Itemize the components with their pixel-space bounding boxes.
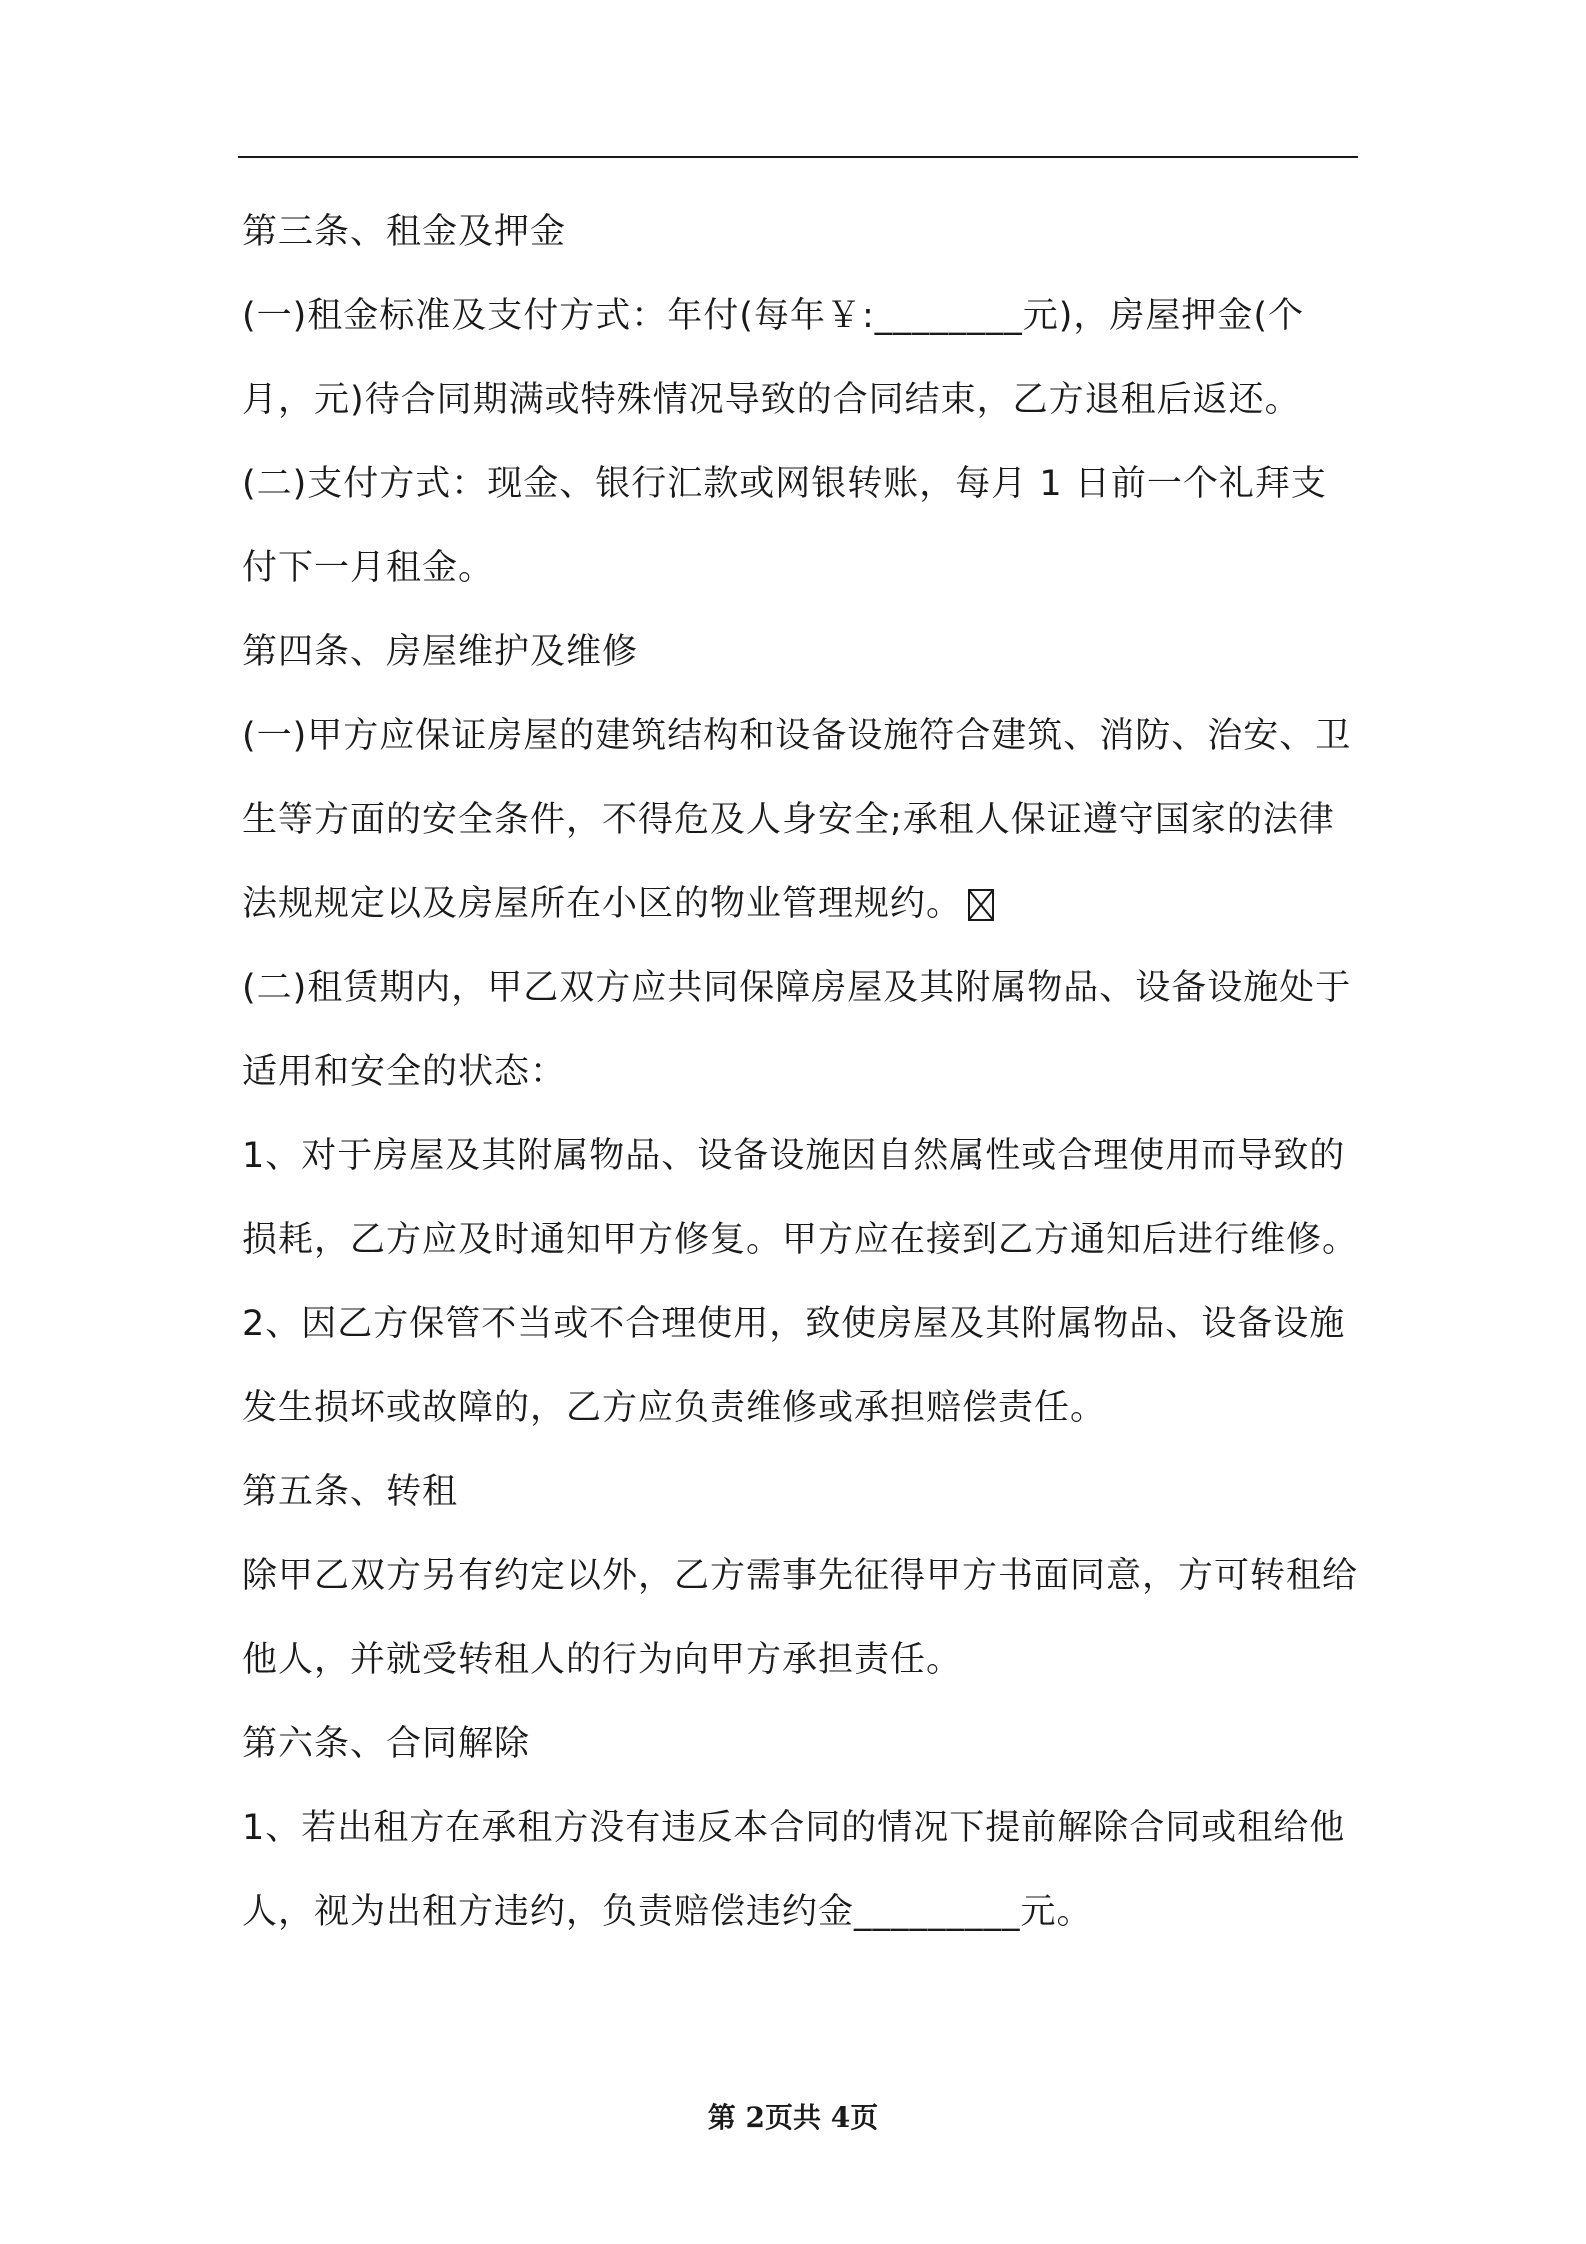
paragraph-safety-text: (一)甲方应保证房屋的建筑结构和设备设施符合建筑、消防、治安、卫生等方面的安全条件，不得危及人身安全;承租人保证遵守国家的法律法规规定以及房屋所在小区的物业管理规约。	[242, 716, 1352, 924]
paragraph-improper-use: 2、因乙方保管不当或不合理使用，致使房屋及其附属物品、设备设施发生损坏或故障的，乙方应负责维修或承担赔偿责任。	[242, 1304, 1346, 1428]
section-heading-6: 第六条、合同解除	[242, 1724, 531, 1764]
paragraph-safety-conditions	[242, 694, 1358, 946]
paragraph-joint-maintenance: (二)租赁期内，甲乙双方应共同保障房屋及其附属物品、设备设施处于适用和安全的状态：	[242, 968, 1352, 1092]
paragraph-rent-standard: (一)租金标准及支付方式：年付(每年￥:________元)，房屋押金(个月，元)待合同期满或特殊情况导致的合同结束，乙方退租后返还。	[242, 296, 1305, 420]
page-number-footer: 第 2页共 4页	[707, 2101, 879, 2134]
document-body	[242, 190, 1358, 1954]
paragraph-payment-method: (二)支付方式：现金、银行汇款或网银转账，每月 1 日前一个礼拜支付下一月租金。	[242, 464, 1327, 588]
paragraph-sublease: 除甲乙双方另有约定以外，乙方需事先征得甲方书面同意，方可转租给他人，并就受转租人的行为向甲方承担责任。	[242, 1556, 1359, 1680]
section-heading-3: 第三条、租金及押金	[242, 212, 567, 252]
paragraph-natural-wear: 1、对于房屋及其附属物品、设备设施因自然属性或合理使用而导致的损耗，乙方应及时通知甲方修复。甲方应在接到乙方通知后进行维修。	[242, 1136, 1359, 1260]
section-heading-5: 第五条、转租	[242, 1472, 459, 1512]
section-heading-4: 第四条、房屋维护及维修	[242, 632, 639, 672]
paragraph-termination-penalty: 1、若出租方在承租方没有违反本合同的情况下提前解除合同或租给他人，视为出租方违约，负责赔偿违约金_________元。	[242, 1808, 1346, 1932]
missing-glyph-box-icon	[968, 889, 994, 921]
header-rule	[238, 156, 1358, 158]
